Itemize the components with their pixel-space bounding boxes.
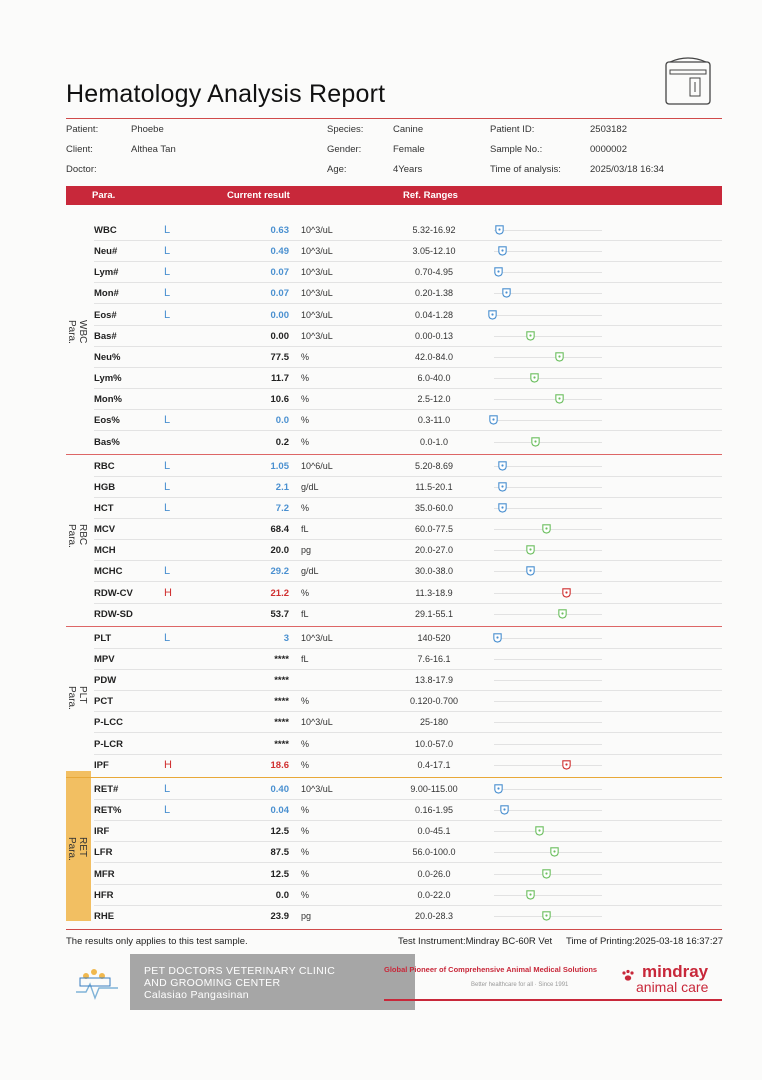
range-track — [494, 571, 602, 572]
result-value: **** — [274, 654, 289, 665]
result-value: 12.5 — [270, 826, 289, 838]
reference-range: 35.0-60.0 — [414, 502, 454, 513]
param-name: MCH — [94, 545, 116, 557]
range-marker-icon — [501, 287, 512, 298]
result-unit: g/dL — [301, 566, 319, 577]
result-unit: fL — [301, 524, 309, 535]
param-name: Eos% — [94, 415, 120, 427]
reference-range: 0.16-1.95 — [414, 805, 454, 816]
species-label: Species: — [327, 124, 364, 135]
range-track — [494, 508, 602, 509]
range-marker-icon — [541, 868, 552, 879]
table-row — [94, 755, 722, 776]
result-value: 0.00 — [270, 330, 289, 342]
result-flag: L — [164, 287, 171, 300]
range-track — [494, 722, 602, 723]
table-row — [94, 628, 722, 649]
result-flag: L — [164, 266, 171, 279]
range-track — [494, 378, 602, 379]
reference-range: 56.0-100.0 — [412, 847, 456, 858]
result-value: 10.6 — [270, 394, 289, 406]
result-value: 1.05 — [270, 460, 289, 472]
result-unit: % — [301, 847, 310, 858]
param-name: PDW — [94, 675, 117, 687]
param-name: RET% — [94, 805, 122, 817]
patient-value: Phoebe — [131, 124, 164, 135]
range-track — [494, 487, 602, 488]
section-label: RET Para. — [66, 836, 88, 861]
range-marker-icon — [549, 846, 560, 857]
table-row — [94, 691, 722, 712]
range-marker-icon — [499, 804, 510, 815]
result-unit: fL — [301, 608, 309, 619]
reference-range: 30.0-38.0 — [414, 566, 454, 577]
age-label: Age: — [327, 164, 347, 175]
reference-range: 7.6-16.1 — [417, 654, 451, 664]
clinic-location: Calasiao Pangasinan — [144, 989, 249, 1001]
result-value: 23.9 — [270, 910, 289, 922]
param-name: P-LCR — [94, 738, 124, 750]
client-value: Althea Tan — [131, 144, 176, 155]
table-row — [94, 842, 722, 863]
reference-range: 25-180 — [419, 717, 449, 728]
sample-no-label: Sample No.: — [490, 144, 543, 155]
result-value: 53.7 — [270, 608, 289, 620]
range-track — [494, 810, 602, 811]
range-marker-icon — [529, 372, 540, 383]
param-name: Mon# — [94, 288, 119, 300]
range-track — [494, 765, 602, 766]
result-unit: % — [301, 889, 310, 900]
param-name: Lym# — [94, 267, 119, 279]
result-unit: % — [301, 415, 310, 426]
range-marker-icon — [487, 309, 498, 320]
animal-care-brand: animal care — [636, 979, 709, 995]
result-unit: 10^3/uL — [301, 330, 333, 341]
table-row — [94, 540, 722, 561]
reference-range: 20.0-28.3 — [414, 910, 454, 921]
result-value: 29.2 — [270, 566, 289, 578]
reference-range: 42.0-84.0 — [414, 351, 454, 362]
patient-id-label: Patient ID: — [490, 124, 535, 135]
title-rule — [66, 118, 722, 119]
range-track — [494, 315, 602, 316]
table-row — [94, 712, 722, 733]
result-value: 18.6 — [270, 759, 289, 771]
range-track — [494, 336, 602, 337]
result-flag: L — [164, 480, 171, 493]
param-name: PLT — [94, 632, 112, 644]
result-value: 0.40 — [270, 783, 289, 795]
gender-label: Gender: — [327, 144, 362, 155]
patient-id-value: 2503182 — [590, 124, 627, 135]
age-value: 4Years — [393, 164, 423, 175]
result-unit: % — [301, 759, 310, 770]
param-name: WBC — [94, 225, 117, 236]
range-track — [494, 744, 602, 745]
result-unit: 10^6/uL — [301, 460, 333, 471]
section-divider — [66, 454, 722, 455]
table-row — [94, 885, 722, 906]
param-name: Mon% — [94, 394, 122, 406]
range-track — [494, 680, 602, 681]
table-row — [94, 389, 722, 410]
result-unit: 10^3/uL — [301, 632, 333, 643]
reference-range: 0.00-0.13 — [414, 330, 454, 341]
section-label: RBC Para. — [66, 524, 88, 549]
param-name: RET# — [94, 783, 119, 795]
reference-range: 6.0-40.0 — [417, 373, 451, 384]
result-flag: L — [164, 804, 171, 817]
table-row — [94, 779, 722, 800]
param-name: Bas% — [94, 436, 120, 448]
range-track — [494, 701, 602, 702]
result-value: 11.7 — [271, 373, 289, 385]
result-unit: fL — [301, 654, 309, 664]
param-name: Neu# — [94, 246, 118, 258]
table-row — [94, 368, 722, 389]
reference-range: 20.0-27.0 — [414, 545, 454, 556]
table-row — [94, 800, 722, 821]
range-marker-icon — [541, 523, 552, 534]
param-name: IPF — [94, 759, 109, 771]
result-unit: pg — [301, 545, 312, 556]
reference-range: 60.0-77.5 — [414, 524, 454, 535]
reference-range: 0.3-11.0 — [417, 415, 451, 426]
sample-no-value: 0000002 — [590, 144, 627, 155]
range-track — [494, 593, 602, 594]
table-row — [94, 734, 722, 755]
param-name: MCV — [94, 524, 116, 536]
result-flag: L — [164, 224, 171, 236]
param-name: MCHC — [94, 566, 123, 578]
test-instrument: Test Instrument:Mindray BC-60R Vet — [398, 936, 553, 947]
mindray-tagline: Better healthcare for all · Since 1991 — [471, 982, 569, 988]
reference-range: 0.04-1.28 — [414, 309, 454, 320]
header-current-result: Current result — [227, 190, 290, 201]
range-track — [494, 272, 602, 273]
result-value: **** — [274, 717, 289, 729]
table-row — [94, 326, 722, 347]
result-unit: pg — [301, 910, 312, 921]
result-flag: L — [164, 308, 171, 321]
clinic-name-line1: PET DOCTORS VETERINARY CLINIC — [144, 965, 336, 977]
range-marker-icon — [554, 393, 565, 404]
result-value: 0.0 — [275, 415, 289, 427]
result-value: 0.00 — [270, 309, 289, 321]
footer-banner — [66, 954, 722, 1010]
result-value: 0.07 — [270, 288, 289, 300]
result-unit: 10^3/uL — [301, 309, 333, 320]
range-track — [494, 638, 602, 639]
section-label: PLT Para. — [66, 685, 88, 710]
range-marker-icon — [493, 783, 504, 794]
param-name: Neu% — [94, 351, 121, 363]
range-track — [494, 442, 602, 443]
range-track — [494, 852, 602, 853]
range-track — [494, 659, 602, 660]
param-name: HGB — [94, 481, 116, 493]
result-value: 2.1 — [275, 481, 289, 493]
result-value: 12.5 — [270, 868, 289, 880]
section-divider — [66, 626, 722, 627]
param-name: Lym% — [94, 373, 122, 385]
clinic-name-line2: AND GROOMING CENTER — [144, 977, 281, 989]
result-value: **** — [274, 738, 289, 750]
result-value: 77.5 — [270, 351, 289, 363]
patient-label: Patient: — [66, 124, 99, 135]
param-name: RDW-CV — [94, 587, 133, 599]
table-row — [94, 906, 722, 927]
range-marker-icon — [561, 759, 572, 770]
reference-range: 3.05-12.10 — [412, 246, 456, 257]
table-row — [94, 498, 722, 519]
result-unit: % — [301, 502, 310, 513]
result-unit: % — [301, 373, 310, 384]
range-marker-icon — [561, 587, 572, 598]
range-marker-icon — [494, 224, 505, 235]
range-marker-icon — [534, 825, 545, 836]
param-name: MFR — [94, 868, 115, 880]
table-row — [94, 477, 722, 498]
reference-range: 0.0-26.0 — [417, 868, 451, 879]
reference-range: 10.0-57.0 — [414, 738, 454, 749]
section-divider — [66, 777, 722, 778]
result-value: 20.0 — [270, 545, 289, 557]
range-marker-icon — [493, 266, 504, 277]
header-ref-ranges: Ref. Ranges — [403, 190, 458, 201]
result-value: 0.0 — [275, 889, 289, 901]
result-unit: 10^3/uL — [301, 783, 333, 794]
range-marker-icon — [497, 502, 508, 513]
pet-doctors-logo-icon — [72, 962, 122, 1004]
range-marker-icon — [525, 565, 536, 576]
param-name: Eos# — [94, 309, 117, 321]
table-row — [94, 456, 722, 477]
param-name: IRF — [94, 826, 110, 838]
table-row — [94, 283, 722, 304]
analysis-time-label: Time of analysis: — [490, 164, 561, 175]
reference-range: 0.0-22.0 — [417, 889, 451, 900]
printing-time: Time of Printing:2025-03-18 16:37:27 — [566, 936, 724, 947]
range-track — [494, 831, 602, 832]
result-flag: L — [164, 459, 171, 472]
table-row — [94, 583, 722, 604]
result-value: 7.2 — [275, 502, 289, 514]
section-label: WBC Para. — [66, 320, 88, 345]
range-track — [494, 614, 602, 615]
range-marker-icon — [497, 460, 508, 471]
result-unit: 10^3/uL — [301, 225, 333, 235]
paw-icon — [620, 968, 636, 984]
range-track — [494, 895, 602, 896]
table-row — [94, 432, 722, 453]
result-value: 21.2 — [270, 587, 289, 599]
table-row — [94, 220, 722, 241]
param-name: Bas# — [94, 330, 117, 342]
table-row — [94, 821, 722, 842]
range-track — [494, 399, 602, 400]
result-unit: % — [301, 868, 310, 879]
client-label: Client: — [66, 144, 93, 155]
result-value: 0.63 — [270, 225, 289, 236]
result-flag: L — [164, 414, 171, 427]
result-value: 0.04 — [270, 805, 289, 817]
result-flag: L — [164, 565, 171, 578]
param-name: LFR — [94, 847, 113, 859]
range-track — [494, 466, 602, 467]
mindray-brand: mindray — [642, 962, 709, 981]
gender-value: Female — [393, 144, 425, 155]
range-marker-icon — [492, 632, 503, 643]
reference-range: 0.4-17.1 — [417, 759, 451, 770]
table-row — [94, 410, 722, 431]
range-marker-icon — [525, 544, 536, 555]
result-unit: % — [301, 394, 310, 405]
result-unit: g/dL — [301, 481, 319, 492]
reference-range: 0.20-1.38 — [414, 288, 454, 299]
param-name: MPV — [94, 654, 115, 665]
range-marker-icon — [541, 910, 552, 921]
range-marker-icon — [525, 330, 536, 341]
range-track — [494, 420, 602, 421]
range-marker-icon — [497, 245, 508, 256]
reference-range: 0.120-0.700 — [409, 696, 459, 707]
reference-range: 5.32-16.92 — [412, 225, 456, 235]
param-name: HFR — [94, 889, 114, 901]
result-value: **** — [274, 675, 289, 687]
result-flag: H — [164, 586, 172, 599]
table-row — [94, 262, 722, 283]
result-unit: % — [301, 436, 310, 447]
table-row — [94, 649, 722, 670]
result-flag: L — [164, 501, 171, 514]
table-row — [94, 347, 722, 368]
range-track — [494, 789, 602, 790]
result-flag: L — [164, 245, 171, 258]
result-value: 68.4 — [270, 524, 289, 536]
result-flag: H — [164, 758, 172, 771]
reference-range: 5.20-8.69 — [414, 460, 454, 471]
reference-range: 11.3-18.9 — [415, 587, 453, 598]
result-value: 0.49 — [270, 246, 289, 258]
param-name: HCT — [94, 502, 114, 514]
result-unit: 10^3/uL — [301, 246, 333, 257]
sample-disclaimer: The results only applies to this test sample. — [66, 936, 248, 947]
result-value: 3 — [283, 632, 289, 644]
result-unit: 10^3/uL — [301, 288, 333, 299]
range-track — [494, 357, 602, 358]
result-unit: % — [301, 805, 310, 816]
banner-accent-line — [384, 999, 722, 1001]
result-unit: % — [301, 696, 310, 707]
reference-range: 11.5-20.1 — [415, 481, 453, 492]
range-track — [494, 550, 602, 551]
param-name: RHE — [94, 910, 115, 922]
range-marker-icon — [530, 436, 541, 447]
range-marker-icon — [557, 608, 568, 619]
species-value: Canine — [393, 124, 424, 135]
param-name: RBC — [94, 460, 115, 472]
param-name: P-LCC — [94, 717, 124, 729]
result-value: **** — [274, 696, 289, 708]
param-name: PCT — [94, 696, 113, 708]
table-row — [94, 241, 722, 262]
table-row — [94, 519, 722, 540]
reference-range: 13.8-17.9 — [414, 675, 454, 686]
table-header — [66, 186, 722, 205]
table-bottom-rule — [66, 929, 722, 930]
range-marker-icon — [488, 414, 499, 425]
header-para: Para. — [92, 190, 116, 201]
reference-range: 29.1-55.1 — [414, 608, 454, 619]
param-name: RDW-SD — [94, 608, 133, 620]
reference-range: 0.0-45.1 — [417, 826, 451, 837]
analyzer-device-icon — [660, 56, 714, 106]
result-unit: 10^3/uL — [301, 267, 333, 278]
reference-range: 9.00-115.00 — [410, 783, 458, 794]
result-unit: 10^3/uL — [301, 717, 333, 728]
reference-range: 0.0-1.0 — [419, 436, 449, 447]
result-value: 0.2 — [275, 436, 289, 448]
reference-range: 2.5-12.0 — [417, 394, 451, 405]
reference-range: 140-520 — [417, 632, 451, 643]
table-row — [94, 305, 722, 326]
analysis-time-value: 2025/03/18 16:34 — [590, 164, 664, 175]
result-unit: % — [301, 351, 310, 362]
table-row — [94, 670, 722, 691]
reference-range: 0.70-4.95 — [414, 267, 454, 278]
result-value: 87.5 — [270, 847, 289, 859]
result-unit: % — [301, 587, 310, 598]
result-value: 0.07 — [270, 267, 289, 279]
result-flag: L — [164, 631, 171, 644]
result-flag: L — [164, 782, 171, 795]
range-marker-icon — [554, 351, 565, 362]
table-row — [94, 604, 722, 625]
mindray-slogan: Global Pioneer of Comprehensive Animal Medical Solutions — [384, 965, 598, 974]
result-unit: % — [301, 738, 310, 749]
table-row — [94, 561, 722, 582]
range-marker-icon — [497, 481, 508, 492]
range-marker-icon — [525, 889, 536, 900]
table-row — [94, 864, 722, 885]
range-track — [494, 230, 602, 231]
report-title: Hematology Analysis Report — [66, 80, 386, 108]
doctor-label: Doctor: — [66, 164, 97, 175]
result-unit: % — [301, 826, 310, 837]
range-track — [494, 251, 602, 252]
